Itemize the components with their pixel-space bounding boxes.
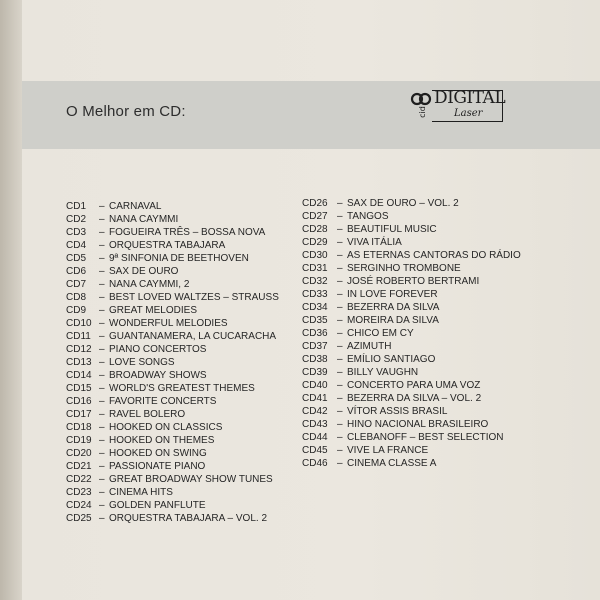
catalog-separator: – xyxy=(99,487,105,498)
catalog-code: CD43 xyxy=(302,419,328,430)
catalog-row xyxy=(66,213,279,226)
catalog-title: TANGOS xyxy=(347,211,389,222)
booklet-spine xyxy=(0,0,22,600)
catalog-code: CD12 xyxy=(66,344,92,355)
catalog-title: SERGINHO TROMBONE xyxy=(347,263,461,274)
catalog-separator: – xyxy=(99,448,105,459)
catalog-row xyxy=(66,278,279,291)
catalog-separator: – xyxy=(337,263,343,274)
catalog-separator: – xyxy=(337,367,343,378)
catalog-code: CD45 xyxy=(302,445,328,456)
catalog-row xyxy=(302,288,521,301)
catalog-title: BEST LOVED WALTZES – STRAUSS xyxy=(109,292,279,303)
catalog-row xyxy=(302,340,521,353)
catalog-separator: – xyxy=(337,419,343,430)
catalog-title: AS ETERNAS CANTORAS DO RÁDIO xyxy=(347,250,521,261)
catalog-code: CD23 xyxy=(66,487,92,498)
catalog-title: JOSÉ ROBERTO BERTRAMI xyxy=(347,276,480,287)
catalog-row xyxy=(302,275,521,288)
catalog-row xyxy=(302,236,521,249)
catalog-row xyxy=(66,499,279,512)
catalog-separator: – xyxy=(337,250,343,261)
catalog-row xyxy=(66,304,279,317)
catalog-title: GREAT BROADWAY SHOW TUNES xyxy=(109,474,273,485)
catalog-row xyxy=(302,418,521,431)
catalog-separator: – xyxy=(337,198,343,209)
catalog-row xyxy=(302,327,521,340)
catalog-title: SAX DE OURO – VOL. 2 xyxy=(347,198,459,209)
catalog-separator: – xyxy=(99,227,105,238)
catalog-title: VIVE LA FRANCE xyxy=(347,445,429,456)
catalog-title: CHICO EM CY xyxy=(347,328,414,339)
catalog-title: CONCERTO PARA UMA VOZ xyxy=(347,380,481,391)
catalog-row xyxy=(302,392,521,405)
catalog-row xyxy=(302,249,521,262)
catalog-code: CD37 xyxy=(302,341,328,352)
catalog-code: CD8 xyxy=(66,292,87,303)
catalog-separator: – xyxy=(99,240,105,251)
catalog-title: MOREIRA DA SILVA xyxy=(347,315,439,326)
catalog-title: FAVORITE CONCERTS xyxy=(109,396,217,407)
page-title: O Melhor em CD: xyxy=(66,103,186,120)
catalog-separator: – xyxy=(337,211,343,222)
catalog-title: BEZERRA DA SILVA – VOL. 2 xyxy=(347,393,482,404)
catalog-code: CD25 xyxy=(66,513,92,524)
catalog-row xyxy=(66,447,279,460)
catalog-row xyxy=(66,460,279,473)
catalog-title: VÍTOR ASSIS BRASIL xyxy=(347,406,448,417)
catalog-title: 9ª SINFONIA DE BEETHOVEN xyxy=(109,253,249,264)
catalog-column-right xyxy=(302,197,521,470)
catalog-code: CD28 xyxy=(302,224,328,235)
catalog-title: SAX DE OURO xyxy=(109,266,179,277)
catalog-title: CINEMA CLASSE A xyxy=(347,458,437,469)
catalog-code: CD16 xyxy=(66,396,92,407)
catalog-title: HINO NACIONAL BRASILEIRO xyxy=(347,419,489,430)
catalog-code: CD3 xyxy=(66,227,87,238)
catalog-code: CD30 xyxy=(302,250,328,261)
catalog-column-left xyxy=(66,200,279,525)
catalog-separator: – xyxy=(99,396,105,407)
catalog-separator: – xyxy=(99,370,105,381)
catalog-code: CD15 xyxy=(66,383,92,394)
catalog-code: CD22 xyxy=(66,474,92,485)
catalog-separator: – xyxy=(99,318,105,329)
catalog-code: CD4 xyxy=(66,240,87,251)
catalog-title: GUANTANAMERA, LA CUCARACHA xyxy=(109,331,277,342)
catalog-row xyxy=(302,301,521,314)
catalog-title: CARNAVAL xyxy=(109,201,162,212)
catalog-row xyxy=(66,486,279,499)
catalog-separator: – xyxy=(99,474,105,485)
catalog-separator: – xyxy=(337,445,343,456)
catalog-code: CD7 xyxy=(66,279,87,290)
catalog-code: CD11 xyxy=(66,331,91,342)
catalog-separator: – xyxy=(337,237,343,248)
catalog-row xyxy=(66,330,279,343)
catalog-row xyxy=(66,369,279,382)
catalog-title: ORQUESTRA TABAJARA xyxy=(109,240,226,251)
catalog-title: ORQUESTRA TABAJARA – VOL. 2 xyxy=(109,513,268,524)
catalog-separator: – xyxy=(337,328,343,339)
catalog-separator: – xyxy=(99,201,105,212)
catalog-separator: – xyxy=(337,380,343,391)
catalog-row xyxy=(66,200,279,213)
catalog-separator: – xyxy=(337,289,343,300)
catalog-row xyxy=(302,262,521,275)
catalog-code: CD6 xyxy=(66,266,87,277)
catalog-separator: – xyxy=(99,513,105,524)
catalog-code: CD44 xyxy=(302,432,328,443)
catalog-title: FOGUEIRA TRÊS – BOSSA NOVA xyxy=(109,227,266,238)
catalog-title: WONDERFUL MELODIES xyxy=(109,318,228,329)
cd-mark-icon xyxy=(410,90,432,120)
catalog-separator: – xyxy=(99,357,105,368)
catalog-separator: – xyxy=(337,393,343,404)
catalog-code: CD24 xyxy=(66,500,92,511)
catalog-separator: – xyxy=(337,302,343,313)
catalog-title: RAVEL BOLERO xyxy=(109,409,186,420)
catalog-title: VIVA ITÁLIA xyxy=(347,237,402,248)
catalog-code: CD32 xyxy=(302,276,328,287)
catalog-separator: – xyxy=(99,214,105,225)
catalog-row xyxy=(302,353,521,366)
catalog-row xyxy=(66,291,279,304)
catalog-row xyxy=(302,223,521,236)
catalog-code: CD29 xyxy=(302,237,328,248)
catalog-separator: – xyxy=(337,341,343,352)
catalog-title: BEAUTIFUL MUSIC xyxy=(347,224,437,235)
catalog-separator: – xyxy=(337,224,343,235)
catalog-row xyxy=(302,314,521,327)
catalog-separator: – xyxy=(337,315,343,326)
catalog-code: CD42 xyxy=(302,406,328,417)
catalog-code: CD38 xyxy=(302,354,328,365)
catalog-row xyxy=(66,239,279,252)
catalog-row xyxy=(66,265,279,278)
catalog-title: IN LOVE FOREVER xyxy=(347,289,438,300)
catalog-row xyxy=(302,431,521,444)
catalog-separator: – xyxy=(99,461,105,472)
catalog-separator: – xyxy=(99,500,105,511)
catalog-row xyxy=(66,434,279,447)
catalog-code: CD41 xyxy=(302,393,328,404)
catalog-code: CD10 xyxy=(66,318,92,329)
catalog-separator: – xyxy=(337,458,343,469)
logo-laser-text: Laser xyxy=(454,108,483,119)
catalog-title: PIANO CONCERTOS xyxy=(109,344,207,355)
catalog-title: WORLD'S GREATEST THEMES xyxy=(109,383,255,394)
cd-mark-text: cid xyxy=(418,106,427,118)
catalog-separator: – xyxy=(99,279,105,290)
catalog-title: GREAT MELODIES xyxy=(109,305,197,316)
catalog-title: EMÍLIO SANTIAGO xyxy=(347,354,436,365)
catalog-title: GOLDEN PANFLUTE xyxy=(109,500,206,511)
catalog-row xyxy=(302,197,521,210)
catalog-separator: – xyxy=(337,276,343,287)
catalog-title: HOOKED ON CLASSICS xyxy=(109,422,223,433)
catalog-row xyxy=(66,226,279,239)
catalog-separator: – xyxy=(99,253,105,264)
catalog-title: BEZERRA DA SILVA xyxy=(347,302,440,313)
catalog-row xyxy=(66,512,279,525)
catalog-separator: – xyxy=(99,344,105,355)
catalog-separator: – xyxy=(99,383,105,394)
catalog-code: CD20 xyxy=(66,448,92,459)
catalog-code: CD39 xyxy=(302,367,328,378)
catalog-separator: – xyxy=(99,422,105,433)
catalog-code: CD1 xyxy=(66,201,87,212)
catalog-code: CD13 xyxy=(66,357,92,368)
catalog-code: CD5 xyxy=(66,253,87,264)
catalog-code: CD14 xyxy=(66,370,92,381)
catalog-code: CD40 xyxy=(302,380,328,391)
catalog-code: CD9 xyxy=(66,305,87,316)
catalog-title: AZIMUTH xyxy=(347,341,392,352)
catalog-row xyxy=(66,473,279,486)
catalog-code: CD19 xyxy=(66,435,92,446)
catalog-title: HOOKED ON THEMES xyxy=(109,435,215,446)
catalog-code: CD21 xyxy=(66,461,92,472)
catalog-row xyxy=(302,366,521,379)
catalog-code: CD2 xyxy=(66,214,87,225)
catalog-code: CD17 xyxy=(66,409,92,420)
catalog-title: BILLY VAUGHN xyxy=(347,367,419,378)
catalog-separator: – xyxy=(99,292,105,303)
catalog-title: PASSIONATE PIANO xyxy=(109,461,206,472)
catalog-code: CD26 xyxy=(302,198,328,209)
catalog-title: HOOKED ON SWING xyxy=(109,448,207,459)
catalog-separator: – xyxy=(337,354,343,365)
catalog-separator: – xyxy=(99,409,105,420)
catalog-code: CD27 xyxy=(302,211,328,222)
catalog-row xyxy=(66,421,279,434)
logo-digital-text: DIGITAL xyxy=(434,88,506,108)
catalog-row xyxy=(66,356,279,369)
catalog-separator: – xyxy=(337,406,343,417)
catalog-code: CD36 xyxy=(302,328,328,339)
catalog-separator: – xyxy=(337,432,343,443)
catalog-separator: – xyxy=(99,331,105,342)
catalog-row xyxy=(66,408,279,421)
catalog-code: CD33 xyxy=(302,289,328,300)
digital-laser-logo xyxy=(410,88,504,124)
catalog-row xyxy=(302,210,521,223)
catalog-code: CD18 xyxy=(66,422,92,433)
catalog-row xyxy=(66,395,279,408)
catalog-row xyxy=(302,405,521,418)
catalog-row xyxy=(66,343,279,356)
catalog-title: CLEBANOFF – BEST SELECTION xyxy=(347,432,504,443)
catalog-row xyxy=(66,382,279,395)
catalog-row xyxy=(302,379,521,392)
catalog-row xyxy=(66,252,279,265)
catalog-row xyxy=(66,317,279,330)
catalog-title: NANA CAYMMI, 2 xyxy=(109,279,190,290)
catalog-code: CD34 xyxy=(302,302,328,313)
catalog-title: BROADWAY SHOWS xyxy=(109,370,207,381)
catalog-code: CD35 xyxy=(302,315,328,326)
catalog-row xyxy=(302,457,521,470)
catalog-title: LOVE SONGS xyxy=(109,357,175,368)
catalog-separator: – xyxy=(99,305,105,316)
catalog-title: CINEMA HITS xyxy=(109,487,173,498)
catalog-code: CD46 xyxy=(302,458,328,469)
catalog-separator: – xyxy=(99,266,105,277)
catalog-code: CD31 xyxy=(302,263,328,274)
catalog-title: NANA CAYMMI xyxy=(109,214,179,225)
catalog-separator: – xyxy=(99,435,105,446)
catalog-row xyxy=(302,444,521,457)
